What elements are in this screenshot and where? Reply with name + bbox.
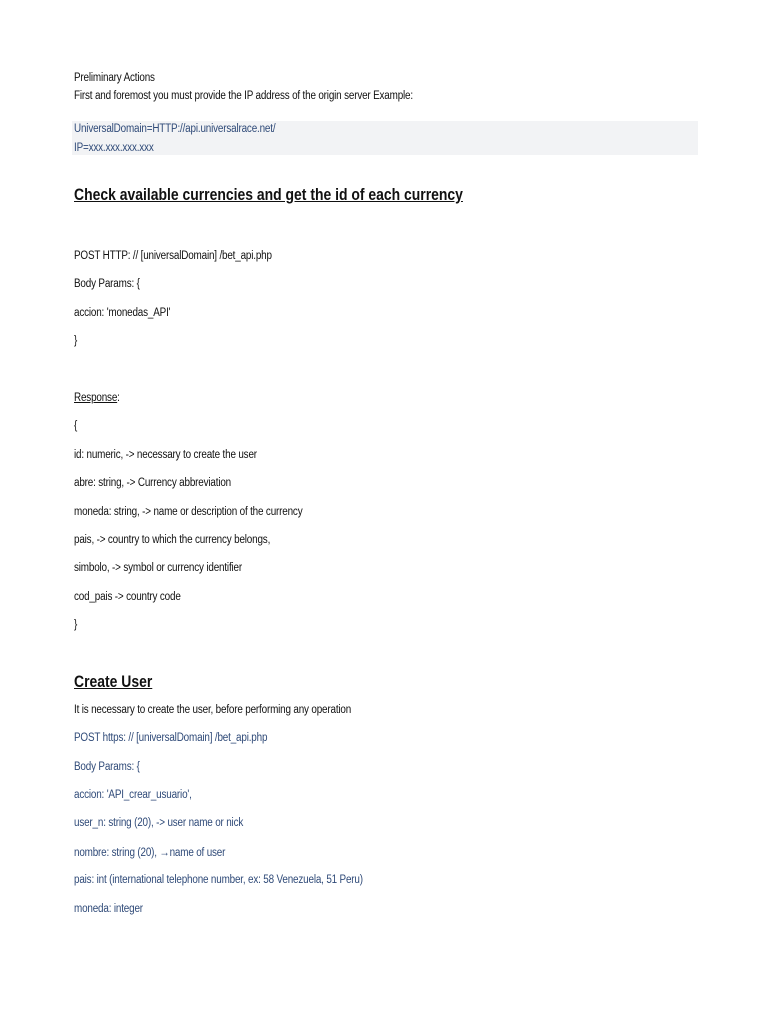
- param-accion: accion: 'API_crear_usuario',: [74, 789, 192, 801]
- currencies-body-close: }: [74, 335, 78, 347]
- section-heading-currencies: Check available currencies and get the id of each currency: [74, 185, 463, 204]
- response-field-abre: abre: string, -> Currency abbreviation: [74, 477, 232, 489]
- create-user-body-open: Body Params: {: [74, 761, 140, 773]
- section-heading-create-user: Create User: [74, 672, 153, 691]
- param-moneda: moneda: integer: [74, 903, 143, 915]
- response-label-line: [74, 391, 120, 405]
- code-line-domain: UniversalDomain=HTTP://api.universalrace.net/: [74, 123, 276, 135]
- param-nombre-prefix: nombre: string (20),: [74, 847, 160, 859]
- response-field-cod-pais: cod_pais -> country code: [74, 591, 181, 603]
- response-open: {: [74, 420, 78, 432]
- response-field-pais: pais, -> country to which the currency belongs,: [74, 534, 271, 546]
- response-field-moneda: moneda: string, -> name or description of the currency: [74, 506, 303, 518]
- response-field-simbolo: simbolo, -> symbol or currency identifier: [74, 562, 243, 574]
- preliminary-description: First and foremost you must provide the IP address of the origin server Example:: [74, 90, 413, 102]
- response-label: Response: [74, 392, 118, 404]
- param-pais: pais: int (international telephone number, ex: 58 Venezuela, 51 Peru): [74, 874, 363, 886]
- param-nombre-suffix: name of user: [169, 847, 226, 859]
- response-close: }: [74, 619, 78, 631]
- currencies-request: POST HTTP: // [universalDomain] /bet_api.php: [74, 250, 272, 262]
- preliminary-title: Preliminary Actions: [74, 72, 155, 84]
- currencies-body-accion: accion: 'monedas_API': [74, 307, 171, 319]
- right-arrow-icon: →: [159, 845, 170, 859]
- create-user-description: It is necessary to create the user, before performing any operation: [74, 704, 352, 716]
- create-user-request: POST https: // [universalDomain] /bet_api.php: [74, 732, 268, 744]
- currencies-body-open: Body Params: {: [74, 278, 140, 290]
- param-nombre: [74, 845, 225, 860]
- response-colon: :: [117, 392, 120, 404]
- code-line-ip: IP=xxx.xxx.xxx.xxx: [74, 142, 154, 154]
- param-user-n: user_n: string (20), -> user name or nick: [74, 817, 244, 829]
- response-field-id: id: numeric, -> necessary to create the user: [74, 449, 257, 461]
